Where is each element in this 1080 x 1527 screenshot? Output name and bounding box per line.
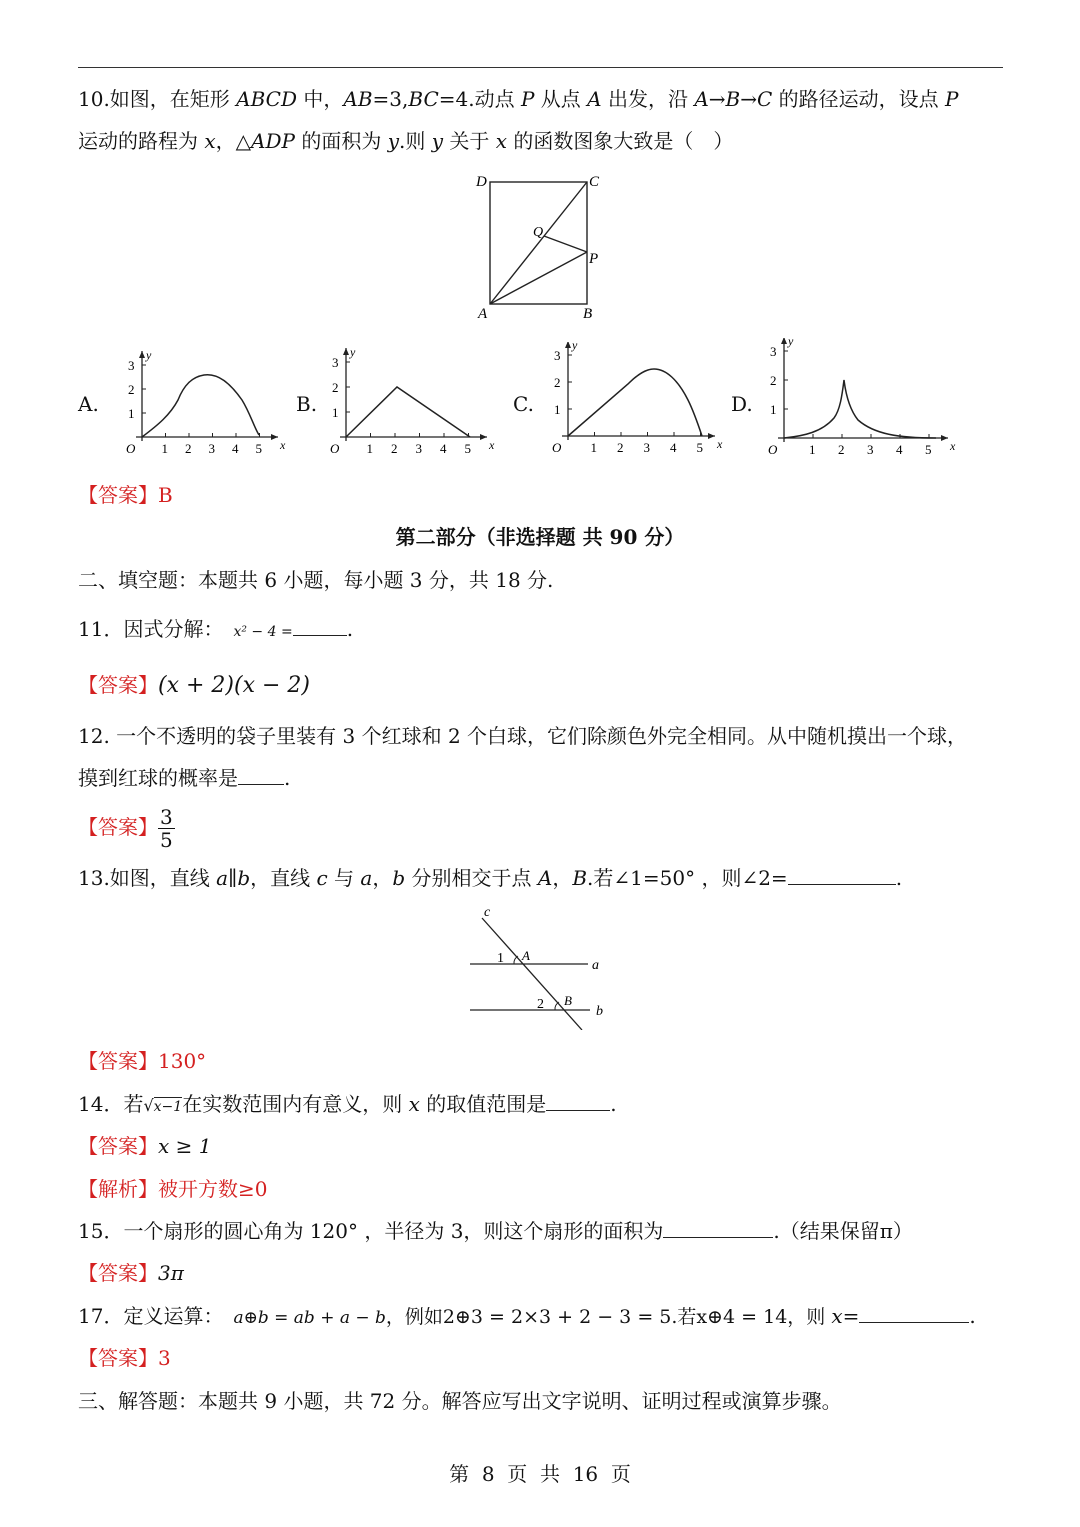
- q11-answer: [78, 671, 310, 700]
- x-axis-arrow-icon: [480, 434, 487, 440]
- label-b: B: [583, 306, 593, 322]
- x-axis-name: x: [717, 437, 723, 451]
- radical-icon: √: [143, 1096, 154, 1115]
- x-axis-name: x: [489, 438, 495, 452]
- q14-line: [78, 1090, 617, 1121]
- section3-title: 三、解答题：本题共 9 小题，共 72 分。解答应写出文字说明、证明过程或演算步骤。: [78, 1389, 842, 1413]
- q10-text: 关于: [443, 129, 496, 153]
- q10-a: A: [587, 87, 602, 111]
- diagonal-ac: [490, 182, 587, 304]
- y-axis-arrow-icon: [781, 338, 787, 344]
- answer-fraction: [158, 806, 175, 851]
- option-d-label[interactable]: D.: [731, 392, 753, 416]
- q13-B: B: [572, 866, 588, 890]
- q10-answer: [78, 481, 173, 509]
- x-tick-label: 5: [255, 441, 262, 456]
- answer-tag: 【答案】: [78, 1261, 158, 1285]
- y-axis-name: y: [350, 345, 356, 359]
- answer-tag: 【答案】: [78, 673, 158, 697]
- option-d-graph[interactable]: [758, 338, 958, 463]
- y-tick-label: 3: [554, 348, 561, 363]
- y-axis-arrow-icon: [343, 348, 349, 355]
- q15-blank[interactable]: [663, 1219, 773, 1238]
- q14-text: 的取值范围是: [419, 1092, 547, 1116]
- label-p: P: [589, 251, 599, 267]
- x-tick-label: 5: [696, 440, 703, 455]
- q13-text: 13.如图，直线: [78, 866, 217, 890]
- q12-answer: [78, 800, 175, 854]
- y-axis-arrow-icon: [565, 342, 571, 348]
- q13-text: 分别相交于点: [405, 866, 538, 890]
- answer-value: 130°: [158, 1049, 207, 1073]
- q10-text: =4.动点: [438, 87, 521, 111]
- q17-x: x: [831, 1304, 843, 1328]
- origin-label: O: [330, 441, 340, 456]
- q13-answer: [78, 1047, 206, 1075]
- top-rule: [78, 67, 1003, 68]
- y-tick-label: 3: [770, 344, 777, 359]
- x-tick-label: 5: [464, 441, 471, 456]
- q13-text: ，: [372, 866, 393, 890]
- q11-end: .: [346, 617, 354, 641]
- q13-c: c: [316, 866, 328, 890]
- option-c-curve: [568, 369, 702, 436]
- q17-end: .: [969, 1304, 976, 1328]
- q13-a: a: [360, 866, 373, 890]
- x-tick-label: 2: [617, 440, 624, 455]
- x-tick-label: 2: [391, 441, 398, 456]
- x-tick-label: 1: [161, 441, 168, 456]
- option-a-graph[interactable]: [118, 345, 288, 460]
- q13-text: .若∠1=50° ，则∠2=: [587, 866, 788, 890]
- q17-definition: a⊕b = ab + a − b: [233, 1308, 386, 1328]
- q13-text: ，直线: [250, 866, 317, 890]
- q17-text: 17．定义运算：: [78, 1304, 224, 1328]
- answer-tag: 【答案】: [78, 483, 158, 507]
- analysis-tag: 【解析】: [78, 1177, 158, 1201]
- q13-line: [78, 864, 902, 892]
- option-c-graph[interactable]: [540, 342, 725, 460]
- q10-text: 运动的路程为: [78, 129, 205, 153]
- answer-value: x ≥ 1: [158, 1134, 212, 1158]
- line-c: [482, 918, 582, 1030]
- segment-qp: [544, 236, 587, 252]
- q12-line1: 12. 一个不透明的袋子里装有 3 个红球和 2 个白球，它们除颜色外完全相同。从中随机摸出一个球，: [78, 724, 968, 748]
- q15-answer: [78, 1259, 184, 1287]
- q10-text: =3,: [372, 87, 409, 111]
- q14-analysis: [78, 1175, 267, 1203]
- q10-text: ，△: [215, 129, 252, 153]
- option-a-curve: [142, 375, 259, 437]
- q13-A: A: [537, 866, 553, 890]
- label-2: 2: [537, 997, 544, 1012]
- segment-ap: [490, 252, 587, 304]
- q10-ab: AB: [343, 87, 373, 111]
- x-tick-label: 5: [925, 442, 932, 457]
- origin-label: O: [552, 440, 562, 455]
- q10-text: 的路径运动，设点: [772, 87, 945, 111]
- x-axis-arrow-icon: [941, 435, 948, 441]
- q10-y: y: [431, 129, 444, 153]
- q10-text: .则: [399, 129, 432, 153]
- q13-text: 与: [327, 866, 361, 890]
- option-c-label[interactable]: C.: [513, 392, 534, 416]
- q13-b: b: [392, 866, 406, 890]
- q17-text: =: [842, 1304, 860, 1328]
- x-tick-label: 2: [838, 442, 845, 457]
- x-axis-arrow-icon: [271, 434, 278, 440]
- q17-line: [78, 1302, 976, 1332]
- option-b-label[interactable]: B.: [296, 392, 318, 416]
- analysis-value: 被开方数≥0: [158, 1177, 268, 1201]
- q14-text: 在实数范围内有意义，则: [182, 1092, 409, 1116]
- q13-end: .: [895, 866, 903, 890]
- answer-value: 3: [158, 1346, 171, 1370]
- fraction-denominator: 5: [160, 828, 173, 852]
- q15-tail: .（结果保留π）: [773, 1219, 913, 1243]
- q14-answer: [78, 1132, 211, 1160]
- x-tick-label: 3: [867, 442, 874, 457]
- q17-answer: [78, 1344, 171, 1372]
- label-a: a: [592, 958, 599, 973]
- label-b: b: [596, 1004, 603, 1019]
- q15-text: 15．一个扇形的圆心角为 120° ，半径为 3，则这个扇形的面积为: [78, 1219, 664, 1243]
- option-b-curve: [346, 387, 470, 437]
- q10-text: 的函数图象大致是（ ）: [507, 129, 734, 153]
- y-axis-name: y: [788, 338, 794, 348]
- q10-text: 10.如图，在矩形: [78, 87, 237, 111]
- y-tick-label: 1: [554, 402, 561, 417]
- label-c: C: [589, 174, 600, 190]
- q10-text: 的面积为: [294, 129, 388, 153]
- q10-rect-name: ABCD: [236, 87, 298, 111]
- x-tick-label: 2: [185, 441, 192, 456]
- y-tick-label: 2: [770, 373, 777, 388]
- x-axis-arrow-icon: [708, 433, 715, 439]
- label-q: Q: [533, 225, 544, 240]
- label-1: 1: [497, 951, 504, 966]
- q12-blank[interactable]: [238, 766, 284, 785]
- x-tick-label: 4: [670, 440, 677, 455]
- label-a: A: [478, 306, 488, 322]
- x-tick-label: 3: [415, 441, 422, 456]
- q17-blank[interactable]: [859, 1304, 969, 1323]
- q11-blank[interactable]: [293, 617, 347, 636]
- label-B: B: [564, 993, 572, 1008]
- part2-heading: 第二部分（非选择题 共 90 分）: [395, 525, 685, 549]
- answer-value: (x + 2)(x − 2): [158, 673, 310, 698]
- q17-text: ，例如2⊕3 = 2×3 + 2 − 3 = 5.若x⊕4 = 14，则: [385, 1306, 832, 1328]
- answer-tag: 【答案】: [78, 815, 158, 839]
- x-tick-label: 1: [809, 442, 816, 457]
- option-b-graph[interactable]: [322, 345, 497, 460]
- q11-line: [78, 615, 353, 646]
- x-axis-name: x: [280, 438, 286, 452]
- section2-title: 二、填空题：本题共 6 小题，每小题 3 分，共 18 分.: [78, 568, 554, 592]
- answer-tag: 【答案】: [78, 1346, 158, 1370]
- x-axis-name: x: [950, 439, 956, 453]
- q10-y: y: [387, 129, 399, 153]
- q14-radicand: x−1: [153, 1099, 183, 1115]
- fraction-numerator: 3: [160, 805, 173, 829]
- label-c: c: [484, 905, 491, 920]
- x-tick-label: 1: [590, 440, 597, 455]
- q13-text: ，: [552, 866, 573, 890]
- y-tick-label: 1: [128, 406, 135, 421]
- x-tick-label: 1: [366, 441, 373, 456]
- y-tick-label: 2: [332, 380, 339, 395]
- x-tick-label: 3: [643, 440, 650, 455]
- answer-tag: 【答案】: [78, 1049, 158, 1073]
- y-tick-label: 2: [128, 382, 135, 397]
- y-axis-arrow-icon: [139, 351, 145, 358]
- origin-label: O: [126, 441, 136, 456]
- q10-text: 出发，沿: [601, 87, 695, 111]
- q14-text: 14．若: [78, 1092, 144, 1116]
- q10-path: A→B→C: [694, 87, 773, 111]
- q14-blank[interactable]: [546, 1092, 610, 1111]
- q10-p: P: [945, 87, 959, 111]
- q13-parallel: a∥b: [216, 866, 251, 890]
- q10-x: x: [495, 129, 508, 153]
- x-tick-label: 4: [896, 442, 903, 457]
- q10-adp: ADP: [251, 129, 295, 153]
- y-axis-name: y: [572, 342, 578, 352]
- q10-rectangle-figure: [470, 170, 610, 322]
- x-tick-label: 4: [440, 441, 447, 456]
- x-tick-label: 3: [208, 441, 215, 456]
- q13-parallel-lines-figure: [460, 900, 620, 1030]
- option-d-curve: [784, 380, 936, 438]
- origin-label: O: [768, 442, 778, 457]
- q10-bc: BC: [408, 87, 439, 111]
- q13-blank[interactable]: [788, 866, 896, 885]
- q10-text: 从点: [534, 87, 588, 111]
- label-A: A: [522, 948, 530, 963]
- answer-value: B: [158, 483, 173, 507]
- page-footer: 第 8 页 共 16 页: [449, 1462, 631, 1486]
- q14-x: x: [408, 1092, 420, 1116]
- y-tick-label: 1: [332, 405, 339, 420]
- y-tick-label: 3: [128, 358, 135, 373]
- label-d: D: [476, 174, 487, 190]
- q12-text: 摸到红球的概率是: [78, 766, 238, 790]
- q14-end: .: [610, 1092, 617, 1116]
- y-axis-name: y: [146, 348, 152, 362]
- answer-value: 3π: [158, 1261, 184, 1285]
- q11-expression: x² − 4 =: [233, 624, 293, 640]
- q10-p: P: [520, 87, 535, 111]
- x-tick-label: 4: [232, 441, 239, 456]
- q15-line: [78, 1217, 913, 1245]
- y-tick-label: 2: [554, 375, 561, 390]
- q10-text: 中，: [297, 87, 344, 111]
- q12-line2: [78, 764, 290, 792]
- q10-line1: [78, 85, 958, 113]
- option-a-label[interactable]: A.: [78, 392, 99, 416]
- q11-text: 11．因式分解：: [78, 617, 224, 641]
- q12-end: .: [284, 766, 291, 790]
- y-tick-label: 3: [332, 355, 339, 370]
- y-tick-label: 1: [770, 402, 777, 417]
- answer-tag: 【答案】: [78, 1134, 158, 1158]
- q10-line2: [78, 127, 733, 155]
- q10-x: x: [204, 129, 216, 153]
